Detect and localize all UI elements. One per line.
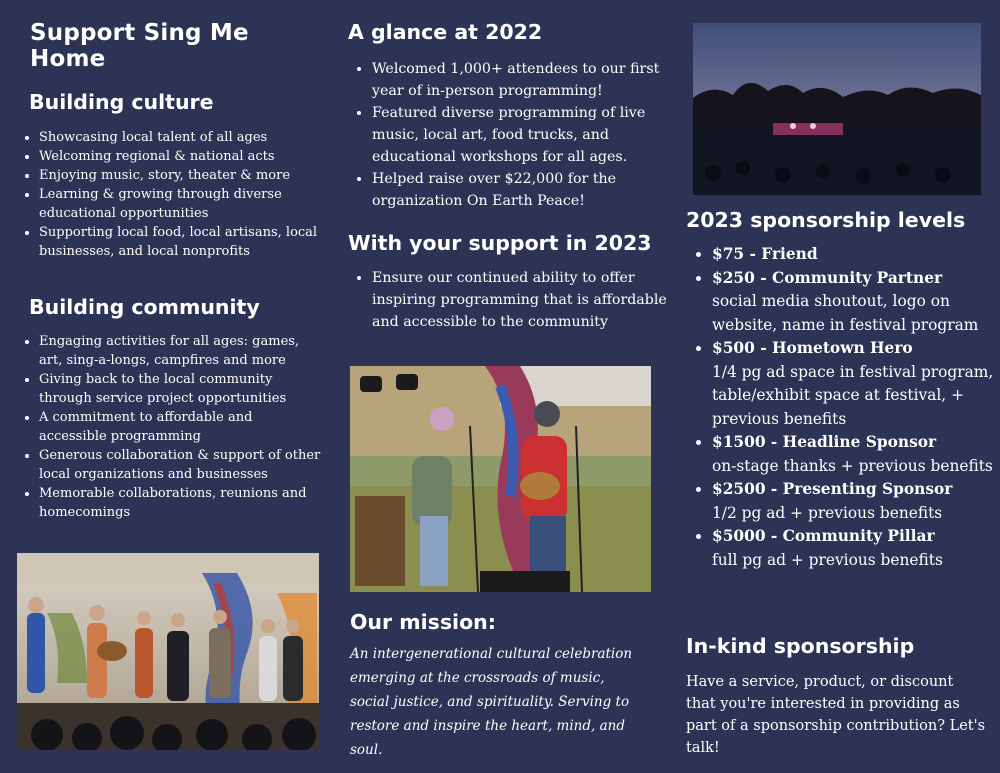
- support-list: [348, 267, 672, 333]
- community-heading: Building community: [29, 295, 260, 319]
- inkind-text: Have a service, product, or discount that you're interested in providing as part of a sponsorship contribution? Let's talk!: [686, 674, 986, 756]
- outdoor-performers-photo: [350, 366, 651, 592]
- list-item: • Helped raise over $22,000 for the organization On Earth Peace!: [372, 168, 672, 212]
- list-item: [712, 337, 1000, 431]
- list-item: • A commitment to affordable and accessible programming: [39, 408, 324, 446]
- level-desc: full pg ad + previous benefits: [712, 550, 943, 569]
- community-list: [19, 332, 324, 522]
- list-item: [712, 431, 1000, 478]
- list-item: • Ensure our continued ability to offer inspiring programming that is affordable and accessible to the community: [372, 267, 672, 333]
- list-item: • Supporting local food, local artisans, local businesses, and local nonprofits: [39, 223, 324, 261]
- levels-heading: 2023 sponsorship levels: [686, 208, 966, 232]
- level-desc: social media shoutout, logo on website, name in festival program: [712, 292, 979, 334]
- list-item: • Generous collaboration & support of other local organizations and businesses: [39, 446, 324, 484]
- mission-heading: Our mission:: [350, 610, 496, 634]
- list-item: [712, 267, 1000, 338]
- list-item: • Welcoming regional & national acts: [39, 147, 324, 166]
- level-title: $5000 - Community Pillar: [712, 527, 935, 545]
- level-desc: on-stage thanks + previous benefits: [712, 456, 993, 475]
- list-item: • Enjoying music, story, theater & more: [39, 166, 324, 185]
- culture-list: [19, 128, 324, 261]
- indoor-concert-photo: [17, 553, 319, 750]
- list-item: • Learning & growing through diverse educational opportunities: [39, 185, 324, 223]
- list-item: • Memorable collaborations, reunions and homecomings: [39, 484, 324, 522]
- list-item: • Giving back to the local community through service project opportunities: [39, 370, 324, 408]
- list-item: • Welcomed 1,000+ attendees to our first year of in-person programming!: [372, 58, 672, 102]
- sunset-audience-photo: [693, 23, 981, 195]
- support-heading: With your support in 2023: [348, 231, 652, 255]
- culture-heading: Building culture: [29, 90, 214, 114]
- level-title: $1500 - Headline Sponsor: [712, 433, 937, 451]
- inkind-heading: In-kind sponsorship: [686, 634, 915, 658]
- level-title: $75 - Friend: [712, 245, 818, 263]
- list-item: • Featured diverse programming of live music, local art, food trucks, and educational workshops for all ages.: [372, 102, 672, 168]
- list-item: [712, 525, 1000, 572]
- level-desc: 1/2 pg ad + previous benefits: [712, 503, 943, 522]
- levels-list: [686, 243, 1000, 572]
- level-title: $250 - Community Partner: [712, 268, 943, 287]
- list-item: • Engaging activities for all ages: games, art, sing-a-longs, campfires and more: [39, 332, 324, 370]
- glance-heading: A glance at 2022: [348, 20, 543, 44]
- list-item: • Showcasing local talent of all ages: [39, 128, 324, 147]
- level-desc: 1/4 pg ad space in festival program, table/exhibit space at festival, + previous benefits: [712, 362, 994, 428]
- mission-text: An intergenerational cultural celebration emerging at the crossroads of music, social justice, and spirituality. Serving to restore and inspire the heart, mind, and soul.: [350, 646, 633, 758]
- page-title: Support Sing Me Home: [30, 20, 249, 72]
- level-title: $500 - Hometown Hero: [712, 339, 913, 357]
- glance-list: [348, 58, 672, 212]
- list-item: [712, 478, 1000, 525]
- level-title: $2500 - Presenting Sponsor: [712, 480, 953, 498]
- list-item: [712, 243, 1000, 267]
